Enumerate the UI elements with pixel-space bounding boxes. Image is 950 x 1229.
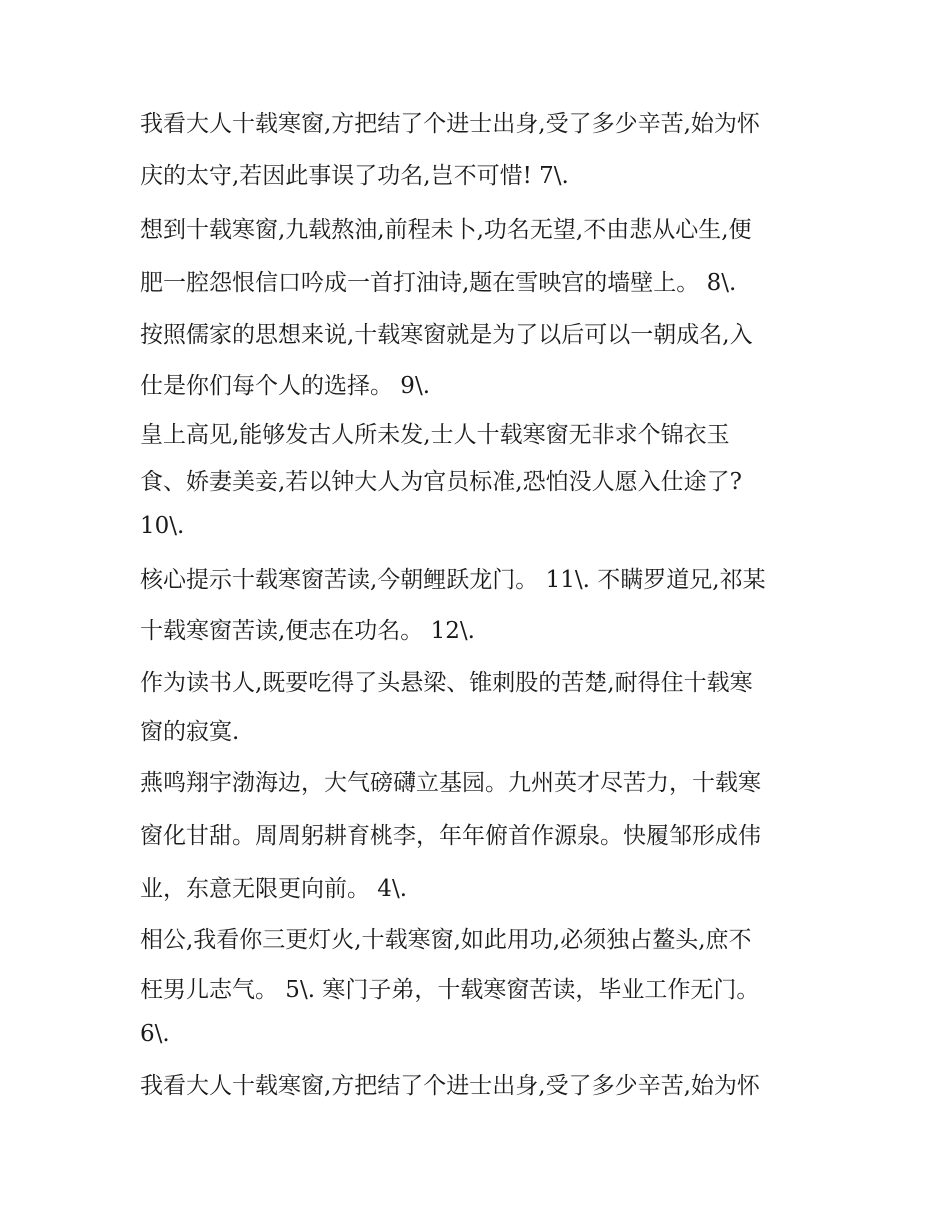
text-line: 仕是你们每个人的选择。 9\. xyxy=(140,373,431,399)
text-line: 食、娇妻美妾,若以钟大人为官员标准,恐怕没人愿入仕途了? xyxy=(140,469,742,495)
text-line: 10\. xyxy=(140,513,185,539)
text-line: 核心提示十载寒窗苦读,今朝鲤跃龙门。 11\. 不瞒罗道兄,祁某 xyxy=(140,567,766,593)
text-line: 皇上高见,能够发古人所未发,士人十载寒窗无非求个锦衣玉 xyxy=(140,422,730,448)
text-line: 庆的太守,若因此事误了功名,岂不可惜! 7\. xyxy=(140,163,569,189)
text-line: 我看大人十载寒窗,方把结了个进士出身,受了多少辛苦,始为怀 xyxy=(140,111,760,137)
text-line: 肥一腔怨恨信口吟成一首打油诗,题在雪映宫的墙壁上。 8\. xyxy=(140,270,737,296)
text-line: 枉男儿志气。 5\. 寒门子弟，十载寒窗苦读，毕业工作无门。 xyxy=(140,977,760,1003)
text-line: 业，东意无限更向前。 4\. xyxy=(140,876,408,902)
text-line: 作为读书人,既要吃得了头悬梁、锥刺股的苦楚,耐得住十载寒 xyxy=(140,670,753,696)
text-line: 相公,我看你三更灯火,十载寒窗,如此用功,必须独占鳌头,庶不 xyxy=(140,927,752,953)
text-line: 按照儒家的思想来说,十载寒窗就是为了以后可以一朝成名,入 xyxy=(140,322,753,348)
text-line: 燕鸣翔宇渤海边，大气磅礴立基园。九州英才尽苦力，十载寒 xyxy=(140,770,761,796)
text-line: 6\. xyxy=(140,1021,170,1047)
text-line: 我看大人十载寒窗,方把结了个进士出身,受了多少辛苦,始为怀 xyxy=(140,1073,760,1099)
text-line: 想到十载寒窗,九载熬油,前程未卜,功名无望,不由悲从心生,便 xyxy=(140,217,752,243)
text-line: 窗的寂寞. xyxy=(140,719,240,745)
text-line: 窗化甘甜。周周躬耕育桃李，年年俯首作源泉。快履邹形成伟 xyxy=(140,823,761,849)
text-line: 十载寒窗苦读,便志在功名。 12\. xyxy=(140,618,475,644)
